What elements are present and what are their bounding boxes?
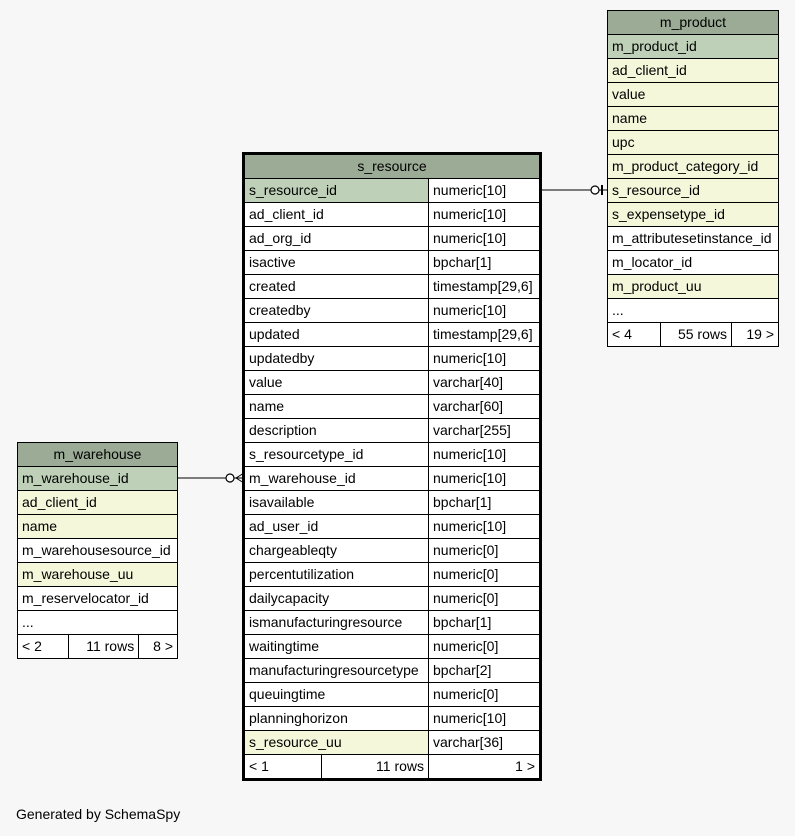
column-type: numeric[10] <box>429 179 540 203</box>
column-type: numeric[10] <box>429 203 540 227</box>
column-row[interactable] <box>608 203 779 227</box>
table-m-product[interactable] <box>607 10 779 347</box>
column-name: m_reservelocator_id <box>18 587 178 611</box>
column-name: ismanufacturingresource <box>245 611 429 635</box>
column-type: bpchar[2] <box>429 659 540 683</box>
column-list <box>18 467 178 635</box>
column-row[interactable] <box>245 587 540 611</box>
column-name: m_product_uu <box>608 275 779 299</box>
column-name: m_product_id <box>608 35 779 59</box>
column-name: manufacturingresourcetype <box>245 659 429 683</box>
column-row[interactable] <box>608 59 779 83</box>
column-name: s_resource_uu <box>245 731 429 755</box>
footer-rows: 11 rows <box>322 755 429 779</box>
footer-parents[interactable]: < 1 <box>245 755 322 779</box>
column-name: m_warehouse_id <box>18 467 178 491</box>
column-type: numeric[0] <box>429 683 540 707</box>
column-row[interactable] <box>245 539 540 563</box>
column-type: numeric[10] <box>429 707 540 731</box>
column-row[interactable] <box>18 587 178 611</box>
column-row[interactable] <box>18 467 178 491</box>
column-type: numeric[0] <box>429 539 540 563</box>
column-name: m_warehouse_uu <box>18 563 178 587</box>
column-name: s_expensetype_id <box>608 203 779 227</box>
column-name: queuingtime <box>245 683 429 707</box>
column-name: waitingtime <box>245 635 429 659</box>
column-list <box>245 179 540 755</box>
column-type: timestamp[29,6] <box>429 275 540 299</box>
footer-parents[interactable]: < 4 <box>608 323 661 347</box>
column-list <box>608 35 779 323</box>
column-name: value <box>245 371 429 395</box>
table-s-resource[interactable] <box>244 154 540 779</box>
footer-children[interactable]: 1 > <box>429 755 540 779</box>
table-title: m_product <box>608 11 779 35</box>
column-type: timestamp[29,6] <box>429 323 540 347</box>
column-name: updated <box>245 323 429 347</box>
footer-children[interactable]: 8 > <box>139 635 178 659</box>
table-footer <box>18 635 178 659</box>
column-type: bpchar[1] <box>429 251 540 275</box>
column-row[interactable] <box>245 635 540 659</box>
column-type: numeric[10] <box>429 347 540 371</box>
column-row[interactable] <box>245 179 540 203</box>
column-type: varchar[255] <box>429 419 540 443</box>
column-row[interactable] <box>245 299 540 323</box>
column-name: s_resource_id <box>608 179 779 203</box>
column-name: percentutilization <box>245 563 429 587</box>
column-type: bpchar[1] <box>429 491 540 515</box>
column-name: m_warehousesource_id <box>18 539 178 563</box>
column-type: varchar[36] <box>429 731 540 755</box>
column-row[interactable] <box>245 491 540 515</box>
column-name: isavailable <box>245 491 429 515</box>
column-name: ad_user_id <box>245 515 429 539</box>
column-row[interactable] <box>245 467 540 491</box>
column-row[interactable] <box>245 371 540 395</box>
column-row[interactable] <box>245 707 540 731</box>
column-name: ad_client_id <box>608 59 779 83</box>
column-name: dailycapacity <box>245 587 429 611</box>
table-title: m_warehouse <box>18 443 178 467</box>
column-row[interactable] <box>245 659 540 683</box>
table-footer <box>608 323 779 347</box>
column-row[interactable] <box>245 731 540 755</box>
column-name: m_warehouse_id <box>245 467 429 491</box>
column-row[interactable] <box>608 35 779 59</box>
column-row[interactable] <box>18 563 178 587</box>
column-name: m_locator_id <box>608 251 779 275</box>
column-row[interactable] <box>18 491 178 515</box>
column-row[interactable] <box>245 443 540 467</box>
column-row[interactable] <box>245 203 540 227</box>
column-row[interactable] <box>245 323 540 347</box>
column-name: description <box>245 419 429 443</box>
column-row[interactable] <box>608 131 779 155</box>
column-name: m_product_category_id <box>608 155 779 179</box>
column-row[interactable] <box>245 611 540 635</box>
column-row[interactable] <box>245 275 540 299</box>
column-name: updatedby <box>245 347 429 371</box>
column-row[interactable] <box>608 275 779 299</box>
column-type: bpchar[1] <box>429 611 540 635</box>
column-name: name <box>245 395 429 419</box>
column-type: numeric[0] <box>429 635 540 659</box>
column-name: name <box>608 107 779 131</box>
column-row[interactable] <box>608 227 779 251</box>
column-name: ad_client_id <box>18 491 178 515</box>
column-name: s_resourcetype_id <box>245 443 429 467</box>
column-type: numeric[10] <box>429 299 540 323</box>
column-row[interactable] <box>245 251 540 275</box>
column-row[interactable] <box>245 347 540 371</box>
generated-by-footer: Generated by SchemaSpy <box>16 806 181 822</box>
column-row[interactable] <box>18 611 178 635</box>
column-row[interactable] <box>608 107 779 131</box>
table-footer <box>245 755 540 779</box>
column-row[interactable] <box>245 683 540 707</box>
column-name: ad_client_id <box>245 203 429 227</box>
column-name: upc <box>608 131 779 155</box>
column-row[interactable] <box>608 155 779 179</box>
column-name: m_attributesetinstance_id <box>608 227 779 251</box>
column-row[interactable] <box>608 179 779 203</box>
column-row[interactable] <box>608 251 779 275</box>
column-type: numeric[10] <box>429 467 540 491</box>
column-row[interactable] <box>245 563 540 587</box>
column-name: created <box>245 275 429 299</box>
column-name: value <box>608 83 779 107</box>
column-type: varchar[60] <box>429 395 540 419</box>
column-row[interactable] <box>18 515 178 539</box>
column-row[interactable] <box>245 515 540 539</box>
column-type: numeric[0] <box>429 587 540 611</box>
column-row[interactable] <box>245 395 540 419</box>
column-type: numeric[0] <box>429 563 540 587</box>
link-s_resource-m_product <box>539 185 607 195</box>
column-row[interactable] <box>245 419 540 443</box>
column-type: numeric[10] <box>429 515 540 539</box>
column-type: numeric[10] <box>429 227 540 251</box>
footer-parents[interactable]: < 2 <box>18 635 69 659</box>
column-name: chargeableqty <box>245 539 429 563</box>
column-name: planninghorizon <box>245 707 429 731</box>
column-name: ... <box>18 611 178 635</box>
column-name: ... <box>608 299 779 323</box>
column-row[interactable] <box>608 299 779 323</box>
footer-rows: 11 rows <box>68 635 139 659</box>
table-m-warehouse[interactable] <box>17 442 178 659</box>
link-m_warehouse-s_resource <box>177 473 244 483</box>
column-name: ad_org_id <box>245 227 429 251</box>
column-name: name <box>18 515 178 539</box>
column-name: s_resource_id <box>245 179 429 203</box>
column-name: isactive <box>245 251 429 275</box>
column-row[interactable] <box>18 539 178 563</box>
footer-children[interactable]: 19 > <box>732 323 779 347</box>
table-title: s_resource <box>245 155 540 179</box>
column-type: varchar[40] <box>429 371 540 395</box>
column-row[interactable] <box>608 83 779 107</box>
column-type: numeric[10] <box>429 443 540 467</box>
column-row[interactable] <box>245 227 540 251</box>
column-name: createdby <box>245 299 429 323</box>
footer-rows: 55 rows <box>661 323 732 347</box>
